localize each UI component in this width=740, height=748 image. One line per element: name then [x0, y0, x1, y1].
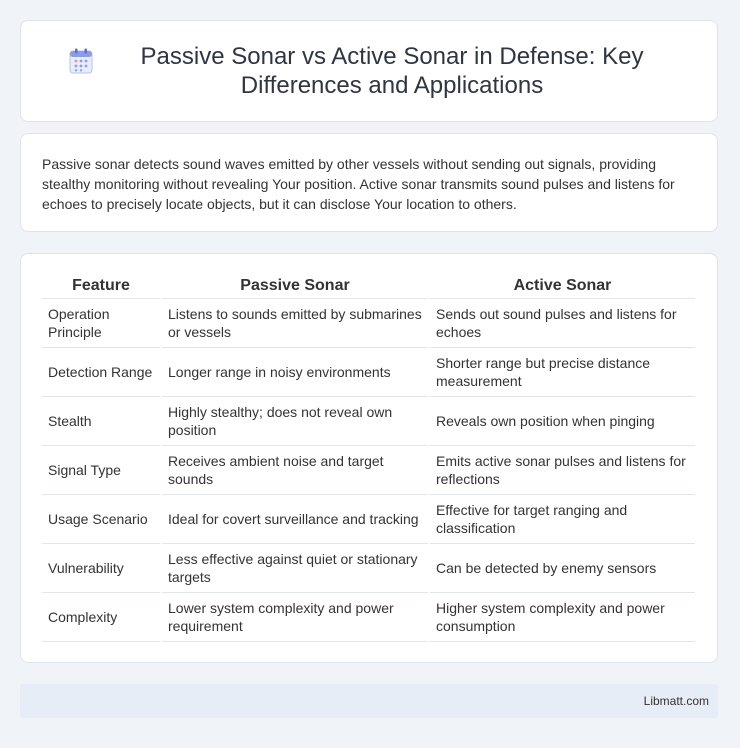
feature-cell: Vulnerability — [42, 544, 160, 593]
column-header-active: Active Sonar — [430, 274, 695, 299]
table-row — [42, 446, 695, 495]
table-header-row — [42, 274, 695, 299]
table-row — [42, 544, 695, 593]
column-header-feature: Feature — [42, 274, 160, 299]
feature-cell: Signal Type — [42, 446, 160, 495]
calendar-icon — [69, 48, 93, 74]
passive-cell: Longer range in noisy environments — [162, 348, 428, 397]
active-cell: Sends out sound pulses and listens for echoes — [430, 299, 695, 348]
column-header-passive: Passive Sonar — [162, 274, 428, 299]
comparison-card — [20, 253, 718, 663]
table-row — [42, 593, 695, 642]
passive-cell: Listens to sounds emitted by submarines or vessels — [162, 299, 428, 348]
feature-cell: Detection Range — [42, 348, 160, 397]
feature-cell: Complexity — [42, 593, 160, 642]
active-cell: Can be detected by enemy sensors — [430, 544, 695, 593]
table-row — [42, 495, 695, 544]
active-cell: Shorter range but precise distance measurement — [430, 348, 695, 397]
footer — [20, 684, 718, 718]
comparison-table — [40, 274, 697, 642]
active-cell: Reveals own position when pinging — [430, 397, 695, 446]
intro-card — [20, 133, 718, 232]
passive-cell: Receives ambient noise and target sounds — [162, 446, 428, 495]
table-row — [42, 299, 695, 348]
feature-cell: Operation Principle — [42, 299, 160, 348]
passive-cell: Lower system complexity and power requirement — [162, 593, 428, 642]
page-title: Passive Sonar vs Active Sonar in Defense: Key Differences and Applications — [140, 43, 644, 99]
title-wrap — [69, 42, 669, 100]
active-cell: Emits active sonar pulses and listens for reflections — [430, 446, 695, 495]
feature-cell: Usage Scenario — [42, 495, 160, 544]
active-cell: Effective for target ranging and classification — [430, 495, 695, 544]
passive-cell: Less effective against quiet or stationary targets — [162, 544, 428, 593]
table-row — [42, 397, 695, 446]
intro-text: Passive sonar detects sound waves emitted by other vessels without sending out signals, providing stealthy monitoring without revealing Your position. Active sonar transmits sound pulses and listens for echoes to precisely locate objects, but it can disclose Your location to others. — [42, 156, 675, 212]
footer-site-link[interactable]: Libmatt.com — [643, 694, 709, 708]
passive-cell: Ideal for covert surveillance and tracking — [162, 495, 428, 544]
feature-cell: Stealth — [42, 397, 160, 446]
title-card — [20, 20, 718, 122]
active-cell: Higher system complexity and power consumption — [430, 593, 695, 642]
passive-cell: Highly stealthy; does not reveal own position — [162, 397, 428, 446]
table-row — [42, 348, 695, 397]
